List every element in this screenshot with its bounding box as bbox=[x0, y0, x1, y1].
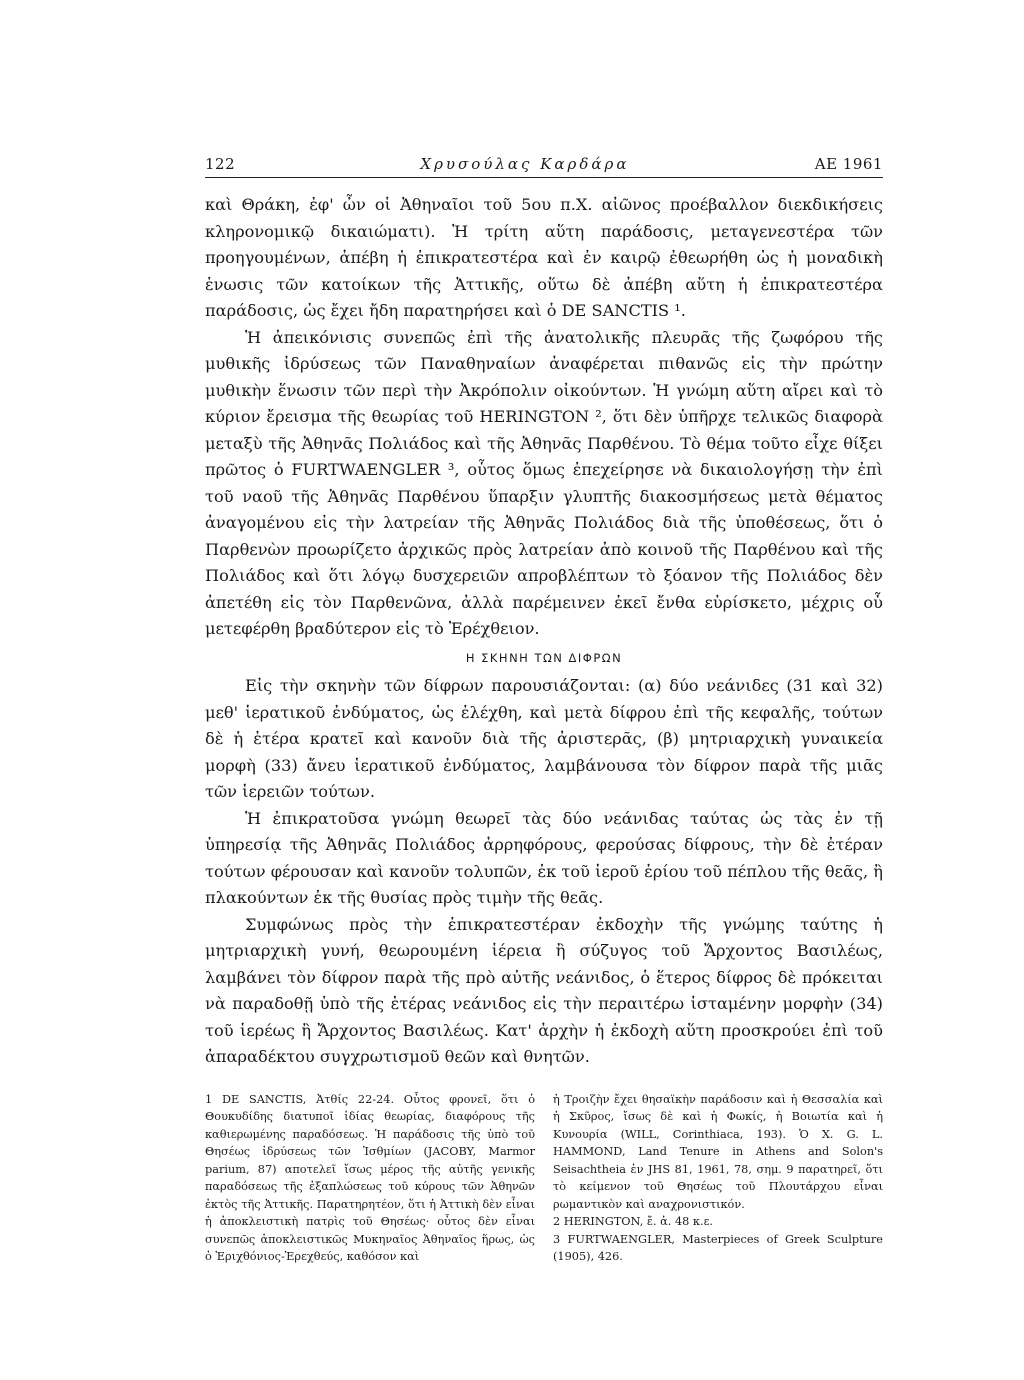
paragraph: Ἡ ἀπεικόνισις συνεπῶς ἐπὶ τῆς ἀνατολικῆς πλευρᾶς τῆς ζωφόρου τῆς μυθικῆς ἱδρύσεως τῶν Παναθηναίων ἀναφέρεται πιθανῶς εἰς τὴν πρώτην μυθικὴν ἕνωσιν τῶν περὶ τὴν Ἀκρόπολιν οἰκούντων. Ἡ γνώμη αὕτη αἴρει καὶ τὸ κύριον ἔρεισμα τῆς θεωρίας τοῦ HERINGTON ², ὅτι δὲν ὑπῆρχε τελικῶς διαφορὰ μεταξὺ τῆς Ἀθηνᾶς Πολιάδος καὶ τῆς Ἀθηνᾶς Παρθένου. Τὸ θέμα τοῦτο εἶχε θίξει πρῶτος ὁ FURTWAENGLER ³, οὗτος ὅμως ἐπεχείρησε νὰ δικαιολογήσῃ τὴν ἐπὶ τοῦ ναοῦ τῆς Ἀθηνᾶς Παρθένου ὕπαρξιν γλυπτῆς διακοσμήσεως μετὰ θέματος ἀναγομένου εἰς τὴν λατρείαν τῆς Ἀθηνᾶς Πολιάδος διὰ τῆς ὑποθέσεως, ὅτι ὁ Παρθενὼν προωρίζετο ἀρχικῶς πρὸς λατρείαν ἀπὸ κοινοῦ τῆς Παρθένου καὶ τῆς Πολιάδος καὶ ὅτι λόγῳ δυσχερειῶν απροβλέπτων τὸ ξόανον τῆς Πολιάδος δὲν ἀπετέθη εἰς τὸν Παρθενῶνα, ἀλλὰ παρέμεινεν ἐκεῖ ἔνθα εὑρίσκετο, μέχρις οὗ μετεφέρθη βραδύτερον εἰς τὸ Ἐρέχθειον. bbox=[205, 327, 883, 638]
paragraph: Εἰς τὴν σκηνὴν τῶν δίφρων παρουσιάζονται: (α) δύο νεάνιδες (31 καὶ 32) μεθ' ἱερατικοῦ ἐνδύματος, ὡς ἐλέχθη, καὶ μετὰ δίφρου ἐπὶ τῆς κεφαλῆς, τούτων δὲ ἡ ἑτέρα κρατεῖ καὶ κανοῦν διὰ τῆς ἀριστερᾶς, (β) μητριαρχικὴ γυναικεία μορφὴ (33) ἄνευ ἱερατικοῦ ἐνδύματος, λαμβάνουσα τὸν δίφρον παρὰ τῆς μιᾶς τῶν ἱερειῶν τούτων. bbox=[205, 676, 883, 801]
page-number: 122 bbox=[205, 155, 236, 173]
footnote: 1 DE SANCTIS, Ἀτθίς 22-24. Οὗτος φρονεῖ, ὅτι ὁ Θουκυδίδης διατυποῖ ἰδίας θεωρίας, διαφόρους τῆς καθιερωμένης παραδόσεως. Ἡ παράδοσις τῆς ὑπὸ τοῦ Θησέως ἱδρύσεως τῶν Ἰσθμίων (JACOBY, Marmor parium, 87) αποτελεῖ ἴσως μέρος τῆς αὐτῆς γενικῆς παραδόσεως τῆς ἐξαπλώσεως τοῦ κύρους τῶν Ἀθηνῶν ἐκτὸς τῆς Ἀττικῆς. Παρατηρητέον, ὅτι ἡ Ἀττικὴ δὲν εἶναι ἡ ἀποκλειστικὴ πατρὶς τοῦ Θησέως· οὗτος δὲν εἶναι συνεπῶς ἀποκλειστικῶς Μυκηναῖος Ἀθηναῖος ἥρως, ὡς ὁ Ἐριχθόνιος-Ἐρεχθεύς, καθόσον καὶ bbox=[205, 1092, 535, 1263]
footnote-column-left bbox=[205, 1091, 535, 1266]
page bbox=[205, 155, 883, 1266]
journal-label: ΑΕ 1961 bbox=[814, 155, 883, 173]
section-heading: Η ΣΚΗΝΗ ΤΩΝ ΔΙΦΡΩΝ bbox=[465, 650, 623, 665]
paragraph: Ἡ ἐπικρατοῦσα γνώμη θεωρεῖ τὰς δύο νεάνιδας ταύτας ὡς τὰς ἐν τῇ ὑπηρεσίᾳ τῆς Ἀθηνᾶς Πολιάδος ἀρρηφόρους, φερούσας δίφρους, τὴν δὲ ἑτέραν τούτων φέρουσαν καὶ κανοῦν τολυπῶν, ἐκ τοῦ ἱεροῦ ἐρίου τοῦ πέπλου τῆς θεᾶς, ἢ πλακούντων ἐκ τῆς θυσίας πρὸς τιμὴν τῆς θεᾶς. bbox=[205, 808, 883, 907]
paragraph: καὶ Θράκη, ἐφ' ὧν οἱ Ἀθηναῖοι τοῦ 5ου π.Χ. αἰῶνος προέβαλλον διεκδικήσεις κληρονομικῷ δικαιώματι). Ἡ τρίτη αὕτη παράδοσις, μεταγενεστέρα τῶν προηγουμένων, ἀπέβη ἡ ἐπικρατεστέρα καὶ ἐν καιρῷ ἐθεωρήθη ὡς ἡ μοναδικὴ ἑνωσις τῶν κατοίκων τῆς Ἀττικῆς, οὕτω δὲ ἀπέβη αὕτη ἡ ἐπικρατεστέρα παράδοσις, ὡς ἔχει ἤδη παρατηρήσει καὶ ὁ DE SANCTIS ¹. bbox=[205, 195, 883, 320]
footnote: 3 FURTWAENGLER, Masterpieces of Greek Sculpture (1905), 426. bbox=[553, 1232, 883, 1263]
running-title: Χρυσούλας Καρδάρα bbox=[420, 155, 630, 173]
footnote: ἡ Τροιζὴν ἔχει θησαϊκὴν παράδοσιν καὶ ἡ Θεσσαλία καὶ ἡ Σκῦρος, ἴσως δὲ καὶ ἡ Φωκίς, ἡ Βοιωτία καὶ ἡ Κυνουρία (WILL, Corinthiaca, 193). Ὁ Χ. G. L. HAMMOND, Land Tenure in Athens and Solon's Seisachtheia ἐν JHS 81, 1961, 78, σημ. 9 παρατηρεῖ, ὅτι τὸ κείμενον τοῦ Θησέως τοῦ Πλουτάρχου εἶναι ρωμαντικὸν καὶ αναχρονιστικόν. bbox=[553, 1092, 883, 1211]
footnotes bbox=[205, 1091, 883, 1266]
body-text bbox=[205, 192, 883, 1071]
running-header bbox=[205, 155, 883, 178]
footnote: 2 HERINGTON, ἔ. ἀ. 48 κ.ε. bbox=[553, 1215, 714, 1228]
footnote-column-right bbox=[553, 1091, 883, 1266]
paragraph: Συμφώνως πρὸς τὴν ἐπικρατεστέραν ἐκδοχὴν τῆς γνώμης ταύτης ἡ μητριαρχικὴ γυνή, θεωρουμένη ἱέρεια ἢ σύζυγος τοῦ Ἄρχοντος Βασιλέως, λαμβάνει τὸν δίφρον παρὰ τῆς πρὸ αὐτῆς νεάνιδος, ὁ ἕτερος δίφρος δὲ πρόκειται νὰ παραδοθῇ ὑπὸ τῆς ἑτέρας νεάνιδος εἰς τὴν περαιτέρω ἱσταμένην μορφὴν (34) τοῦ ἱερέως ἢ Ἄρχοντος Βασιλέως. Κατ' ἀρχὴν ἡ ἐκδοχὴ αὕτη προσκρούει ἐπὶ τοῦ ἀπαραδέκτου συγχρωτισμοῦ θεῶν καὶ θνητῶν. bbox=[205, 914, 883, 1066]
